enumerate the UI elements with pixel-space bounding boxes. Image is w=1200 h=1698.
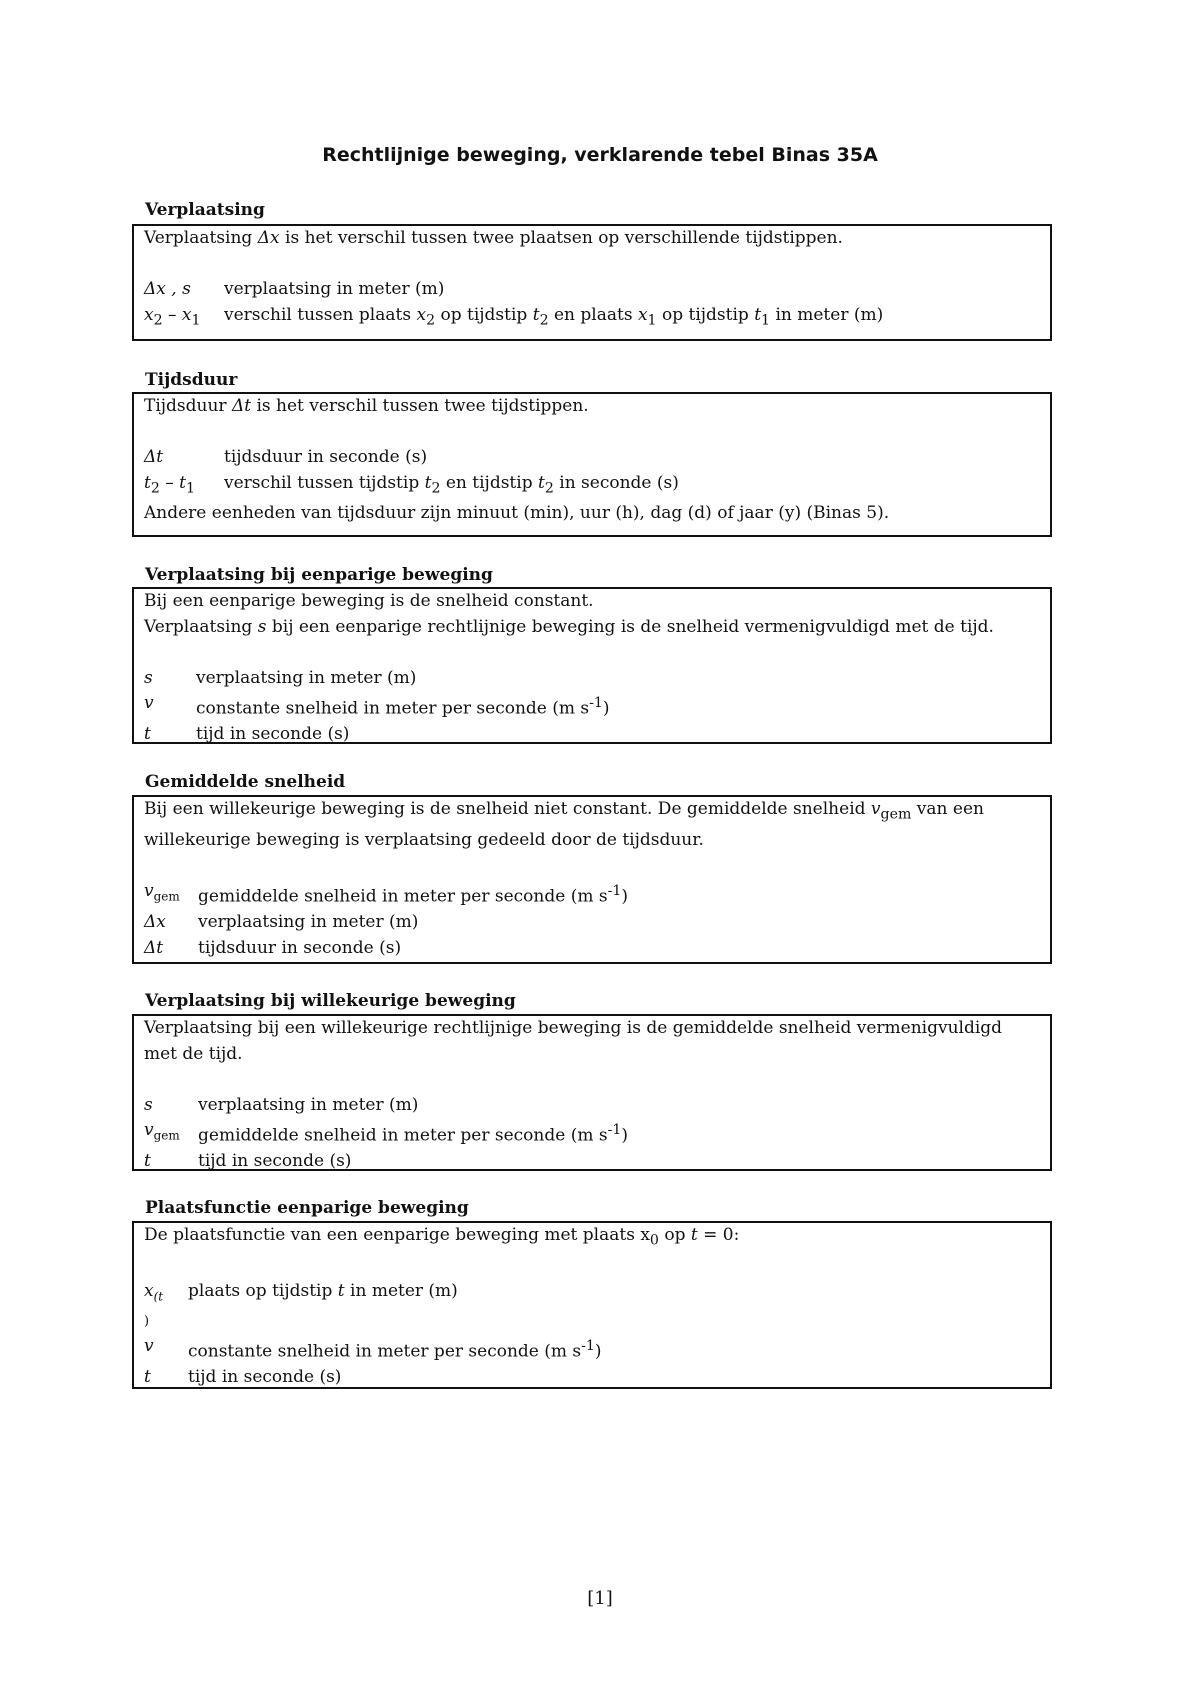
variable-symbol: t — [144, 1151, 151, 1172]
variable-symbol: t — [144, 1366, 151, 1387]
variable-row — [144, 471, 1040, 502]
variable-symbol: Δt — [144, 937, 164, 958]
variable-row — [144, 879, 1040, 910]
page-number: [1] — [587, 1588, 613, 1609]
variable-symbol: $x_2 - x_1$ — [144, 304, 201, 328]
variable-description: constante snelheid in meter per seconde (m $s^{-1}$) — [196, 695, 610, 719]
variable-symbol: t — [144, 724, 151, 745]
variable-description: verschil tussen tijdstip $t_2$ en tijdstip $t_2$ in seconde (s) — [224, 472, 679, 496]
variable-description: tijd in seconde (s) — [198, 1151, 352, 1172]
variable-symbol: $x_{(t}$ — [144, 1280, 164, 1304]
variable-description: verplaatsing in meter (m) — [196, 667, 417, 688]
note-text: Andere eenheden van tijdsduur zijn minuut (min), uur (h), dag (d) of jaar (y) (Binas 5). — [144, 503, 890, 524]
section-heading-gemiddelde-snelheid: Gemiddelde snelheid — [145, 772, 346, 792]
section-heading-verplaatsing-willekeurig: Verplaatsing bij willekeurige beweging — [145, 991, 516, 1011]
variable-row — [144, 1118, 1040, 1149]
definition-box-plaatsfunctie — [132, 1221, 1052, 1389]
variable-row — [144, 1279, 1040, 1309]
definition-box-verplaatsing — [132, 224, 1052, 341]
variable-row — [144, 1334, 1040, 1365]
section-heading-tijdsduur: Tijdsduur — [145, 370, 238, 390]
definition-text: Verplaatsing s bij een eenparige rechtlijnige beweging is de snelheid vermenigvuldigd met de tijd. — [144, 616, 994, 637]
variable-symbol: Δt — [144, 447, 164, 467]
section-heading-verplaatsing-eenparig: Verplaatsing bij eenparige beweging — [145, 565, 493, 585]
variable-row — [144, 303, 1040, 334]
variable-row — [144, 691, 1040, 722]
variable-description: tijd in seconde (s) — [196, 724, 350, 745]
variable-row — [144, 1365, 1040, 1390]
variable-description: gemiddelde snelheid in meter per seconde (m $s^{-1}$) — [198, 882, 629, 907]
definition-box-verplaatsing-eenparig — [132, 587, 1052, 744]
definition-text: Tijdsduur Δt is het verschil tussen twee tijdstippen. — [144, 396, 589, 416]
definition-box-tijdsduur — [132, 392, 1052, 537]
variable-row — [144, 445, 1040, 471]
variable-description: tijdsduur in seconde (s) — [198, 937, 402, 958]
section-heading-plaatsfunctie: Plaatsfunctie eenparige beweging — [145, 1198, 469, 1218]
variable-row — [144, 1149, 1040, 1175]
definition-text: met de tijd. — [144, 1043, 243, 1064]
variable-row — [144, 277, 1040, 303]
page-title: Rechtlijnige beweging, verklarende tebel Binas 35A — [322, 144, 878, 166]
variable-symbol: $t_2 - t_1$ — [144, 472, 196, 496]
variable-description: verplaatsing in meter (m) — [198, 1094, 419, 1115]
variable-symbol: s — [144, 667, 153, 688]
variable-description: verplaatsing in meter (m) — [198, 912, 419, 933]
variable-description: plaats op tijdstip t in meter (m) — [188, 1280, 458, 1301]
variable-symbol: ) — [144, 1314, 150, 1330]
variable-symbol: s — [144, 1094, 153, 1115]
definition-text: Verplaatsing Δx is het verschil tussen twee plaatsen op verschillende tijdstippen. — [144, 228, 843, 248]
variable-description: verplaatsing in meter (m) — [224, 279, 445, 299]
variable-symbol: $v_{gem}$ — [144, 880, 180, 904]
variable-row — [144, 910, 1040, 936]
variable-row — [144, 1309, 1040, 1334]
variable-symbol: Δx — [144, 912, 166, 933]
definition-box-verplaatsing-willekeurig — [132, 1014, 1052, 1171]
variable-symbol: v — [144, 1336, 154, 1357]
definition-text: Bij een eenparige beweging is de snelheid constant. — [144, 591, 594, 611]
variable-row — [144, 936, 1040, 962]
definition-text: Bij een willekeurige beweging is de snelheid niet constant. De gemiddelde snelheid $v_{gem}$ van een — [144, 799, 984, 823]
variable-symbol: $v_{gem}$ — [144, 1120, 180, 1143]
variable-description: verschil tussen plaats $x_2$ op tijdstip $t_2$ en plaats $x_1$ op tijdstip $t_1$ in meter (m) — [224, 304, 884, 328]
variable-description: tijdsduur in seconde (s) — [224, 447, 428, 467]
definition-box-gemiddelde-snelheid — [132, 795, 1052, 964]
variable-row — [144, 666, 1040, 692]
variable-row — [144, 722, 1040, 748]
variable-description: gemiddelde snelheid in meter per seconde (m $s^{-1}$) — [198, 1122, 629, 1146]
variable-row — [144, 1093, 1040, 1119]
variable-symbol: Δx , s — [144, 279, 191, 299]
definition-text: willekeurige beweging is verplaatsing gedeeld door de tijdsduur. — [144, 829, 704, 850]
section-heading-verplaatsing: Verplaatsing — [145, 200, 265, 220]
variable-symbol: v — [144, 693, 154, 713]
definition-text: De plaatsfunctie van een eenparige beweging met plaats $x_0$ op t = 0: — [144, 1225, 740, 1249]
definition-text: Verplaatsing bij een willekeurige rechtlijnige beweging is de gemiddelde snelheid vermenigvuldigd — [144, 1018, 1003, 1038]
variable-description: tijd in seconde (s) — [188, 1366, 342, 1387]
variable-description: constante snelheid in meter per seconde (m $s^{-1}$) — [188, 1338, 602, 1362]
